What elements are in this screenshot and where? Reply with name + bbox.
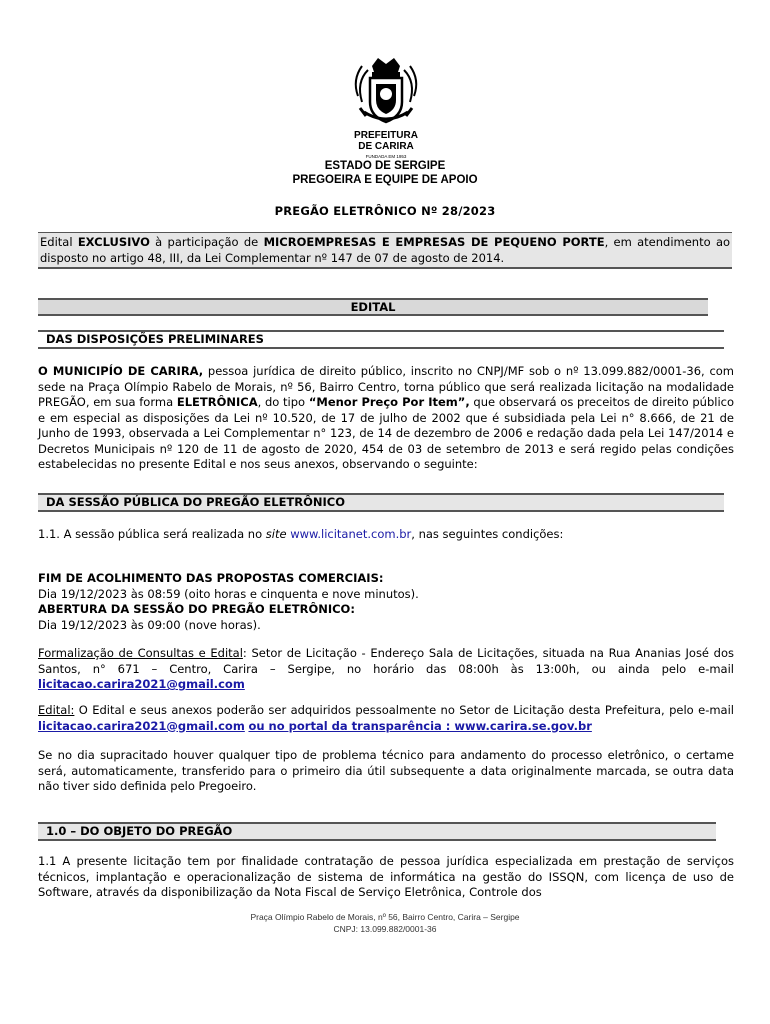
section-objeto-title: 1.0 – DO OBJETO DO PREGÃO <box>38 822 716 841</box>
section-sessao-title: DA SESSÃO PÚBLICA DO PREGÃO ELETRÔNICO <box>38 493 724 512</box>
problema-paragraph: Se no dia supracitado houver qualquer tipo de problema técnico para andamento do processo eletrônico, o certame será, automaticamente, transferido para o primeiro dia útil subsequente a data originalmente marcada, se outra data não tiver sido definida pelo Pregoeiro. <box>38 748 734 793</box>
email-link-2[interactable]: licitacao.carira2021@gmail.com <box>38 718 245 733</box>
pregao-title: PREGÃO ELETRÔNICO Nº 28/2023 <box>274 204 496 218</box>
intro-paragraph: Edital EXCLUSIVO à participação de MICROEMPRESAS E EMPRESAS DE PEQUENO PORTE, em atendimento ao disposto no artigo 48, III, da Lei Complementar nº 147 de 07 de agosto de 2014. <box>40 235 731 265</box>
objeto-paragraph: 1.1 A presente licitação tem por finalidade contratação de pessoa jurídica especializada em prestação de serviços técnicos, implantação e operacionalização de sistema de informática na gestão do ISSQN, com licença de uso de Software, através da disponibilização da Nota Fiscal de Serviço Eletrônica, Controle dos <box>38 854 734 899</box>
fim-title: FIM DE ACOLHIMENTO DAS PROPOSTAS COMERCIAIS: <box>38 571 384 585</box>
section-preliminares-title: DAS DISPOSIÇÕES PRELIMINARES <box>38 330 724 349</box>
licitanet-link[interactable]: www.licitanet.com.br <box>290 527 412 541</box>
prefeitura-logo <box>342 52 430 162</box>
abertura-title: ABERTURA DA SESSÃO DO PREGÃO ELETRÔNICO: <box>38 602 355 616</box>
department-heading: PREGOEIRA E EQUIPE DE APOIO <box>292 174 478 186</box>
preliminares-paragraph: O MUNICIPÍO DE CARIRA, pessoa jurídica de direito público, inscrito no CNPJ/MF sob o nº 13.099.882/0001-36, com sede na Praça Olímpio Rabelo de Morais, nº 56, Bairro Centro, torna público que será realizada licitação na modalidade PREGÃO, em sua forma ELETRÔNICA, do tipo “Menor Preço Por Item”, que observará os preceitos de direito público e em especial as disposições da Lei nº 10.520, de 17 de julho de 2002 que é subsidiada pela Lei n° 8.666, de 21 de Junho de 1993, observada a Lei Complementar n° 123, de 14 de dezembro de 2006 e redação dada pela Lei 147/2014 e Decretos Municipais nº 120 de 11 de agosto de 2020, 454 de 03 de setembro de 2013 e será regido pelas condições estabelecidas no presente Edital e nos seus anexos, observando o seguinte: <box>38 364 735 471</box>
logo-text-2: DE CARIRA <box>358 141 414 152</box>
fim-text: Dia 19/12/2023 às 08:59 (oito horas e cinquenta e nove minutos). <box>38 586 419 601</box>
edital-bar: EDITAL <box>38 298 708 316</box>
abertura-text: Dia 19/12/2023 às 09:00 (nove horas). <box>38 617 261 632</box>
portal-link[interactable]: ou no portal da transparência : www.carira.se.gov.br <box>248 718 592 733</box>
edital-paragraph: Edital: O Edital e seus anexos poderão ser adquiridos pessoalmente no Setor de Licitação desta Prefeitura, pelo e-mail licitacao.carira2021@gmail.com ou no portal da transparência : www.carira.se.gov.br <box>38 703 734 733</box>
schedule-block <box>38 571 734 633</box>
logo-text-3: FUNDADA EM 1953 <box>365 154 407 159</box>
logo-text-1: PREFEITURA <box>354 130 418 141</box>
sessao-paragraph: 1.1. A sessão pública será realizada no site www.licitanet.com.br, nas seguintes condições: <box>38 527 564 541</box>
intro-box <box>38 232 732 269</box>
email-link[interactable]: licitacao.carira2021@gmail.com <box>38 677 245 691</box>
formalizacao-paragraph: Formalização de Consultas e Edital: Setor de Licitação - Endereço Sala de Licitações, situada na Rua Ananias José dos Santos, n° 671 – Centro, Carira – Sergipe, no horário das 08:00h às 13:00h, ou ainda pelo e-mail licitacao.carira2021@gmail.com <box>38 646 734 691</box>
footer-address: Praça Olímpio Rabelo de Morais, nº 56, Bairro Centro, Carira – Sergipe <box>250 912 520 922</box>
footer-cnpj: CNPJ: 13.099.882/0001-36 <box>333 924 437 934</box>
state-heading: ESTADO DE SERGIPE <box>324 160 446 172</box>
